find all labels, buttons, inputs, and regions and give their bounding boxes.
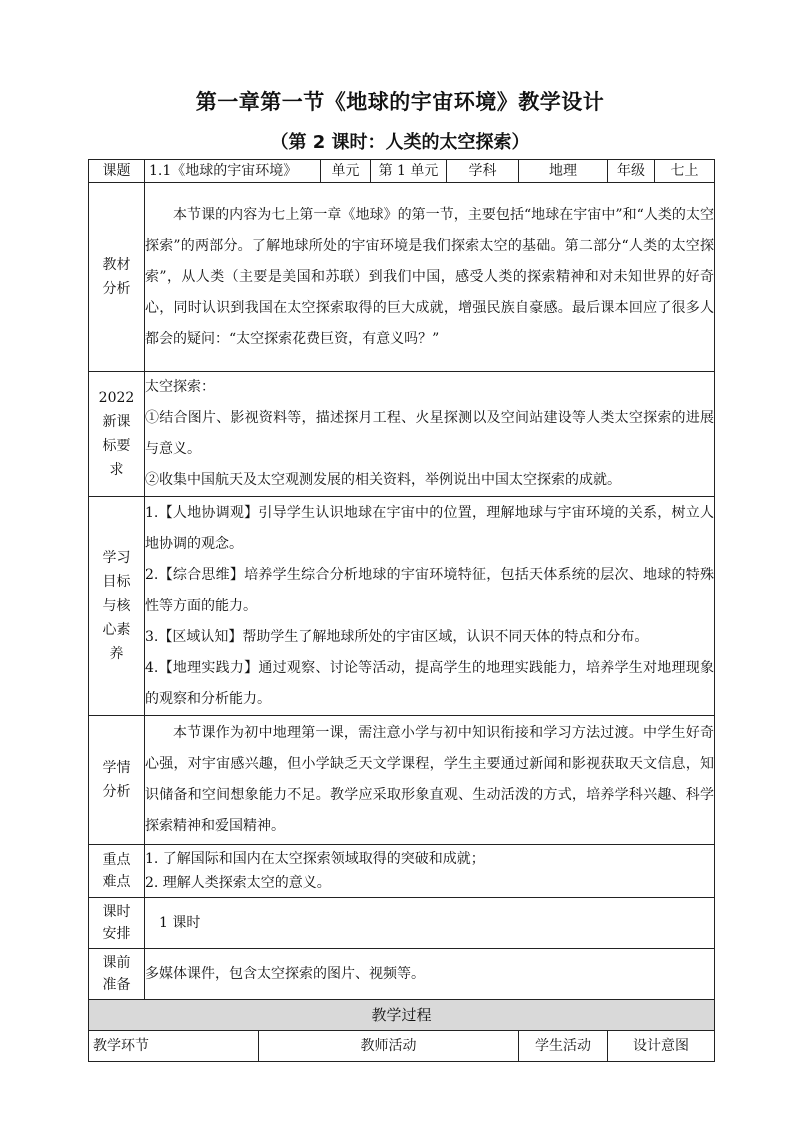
key-points-row [89, 845, 715, 898]
objective-item: 4.【地理实践力】通过观察、讨论等活动，提高学生的地理实践能力，培养学生对地理现象的观察和分析能力。 [145, 659, 715, 707]
curriculum-label: 2022 新课 标要 求 [89, 372, 145, 497]
key-points-label: 重点 难点 [89, 845, 145, 898]
key-point-item: 2. 理解人类探索太空的意义。 [145, 875, 331, 891]
textbook-analysis-text: 本节课的内容为七上第一章《地球》的第一节，主要包括“地球在宇宙中”和“人类的太空探索”的两部分。了解地球所处的宇宙环境是我们探索太空的基础。第二部分“人类的太空探索”，从人类（主要是美国和苏联）到我们中国，感受人类的探索精神和对未知世界的好奇心，同时认识到我国在太空探索取得的巨大成就，增强民族自豪感。最后课本回应了很多人都会的疑问：“太空探索花费巨资，有意义吗？” [145, 183, 715, 372]
schedule-label: 课时 安排 [89, 898, 145, 949]
objective-item: 1.【人地协调观】引导学生认识地球在宇宙中的位置，理解地球与宇宙环境的关系，树立人地协调的观念。 [145, 504, 715, 552]
topic-label: 课题 [89, 160, 145, 183]
header-row [89, 160, 715, 183]
topic-value: 1.1《地球的宇宙环境》 [145, 160, 321, 183]
schedule-row [89, 898, 715, 949]
textbook-analysis-row [89, 183, 715, 372]
objectives-label: 学习 目标 与核 心素 养 [89, 497, 145, 716]
objectives-row [89, 497, 715, 716]
page-subtitle: （第 2 课时：人类的太空探索） [270, 132, 530, 153]
objective-item: 2.【综合思维】培养学生综合分析地球的宇宙环境特征，包括天体系统的层次、地球的特殊性等方面的能力。 [145, 566, 715, 614]
process-title-row [89, 1000, 715, 1031]
process-col-student: 学生活动 [519, 1031, 608, 1062]
grade-label: 年级 [608, 160, 655, 183]
unit-value: 第 1 单元 [371, 160, 447, 183]
objectives-text [145, 497, 715, 716]
textbook-analysis-label: 教材 分析 [89, 183, 145, 372]
curriculum-line: 太空探索： [145, 379, 215, 395]
learner-analysis-row [89, 716, 715, 845]
lesson-plan-table [88, 159, 715, 1062]
preparation-row [89, 949, 715, 1000]
unit-label: 单元 [321, 160, 371, 183]
curriculum-line: ②收集中国航天及太空观测发展的相关资料，举例说出中国太空探索的成就。 [145, 472, 621, 488]
subject-label: 学科 [447, 160, 519, 183]
process-col-purpose: 设计意图 [608, 1031, 715, 1062]
key-points-text [145, 845, 715, 898]
curriculum-row [89, 372, 715, 497]
preparation-label: 课前 准备 [89, 949, 145, 1000]
subject-value: 地理 [519, 160, 608, 183]
learner-analysis-label: 学情 分析 [89, 716, 145, 845]
curriculum-text [145, 372, 715, 497]
schedule-text: 1 课时 [145, 898, 715, 949]
page-title: 第一章第一节《地球的宇宙环境》教学设计 [195, 90, 605, 114]
preparation-text: 多媒体课件，包含太空探索的图片、视频等。 [145, 949, 715, 1000]
process-header-row [89, 1031, 715, 1062]
process-col-teacher: 教师活动 [259, 1031, 519, 1062]
key-point-item: 1. 了解国际和国内在太空探索领域取得的突破和成就； [145, 851, 485, 867]
curriculum-line: ①结合图片、影视资料等，描述探月工程、火星探测以及空间站建设等人类太空探索的进展与意义。 [145, 410, 715, 457]
process-col-stage: 教学环节 [89, 1031, 259, 1062]
objective-item: 3.【区域认知】帮助学生了解地球所处的宇宙区域，认识不同天体的特点和分布。 [145, 628, 649, 645]
learner-analysis-text: 本节课作为初中地理第一课，需注意小学与初中知识衔接和学习方法过渡。中学生好奇心强，对宇宙感兴趣，但小学缺乏天文学课程，学生主要通过新闻和影视获取天文信息，知识储备和空间想象能力不足。教学应采取形象直观、生动活泼的方式，培养学科兴趣、科学探索精神和爱国精神。 [145, 716, 715, 845]
grade-value: 七上 [655, 160, 715, 183]
process-title: 教学过程 [89, 1000, 715, 1031]
